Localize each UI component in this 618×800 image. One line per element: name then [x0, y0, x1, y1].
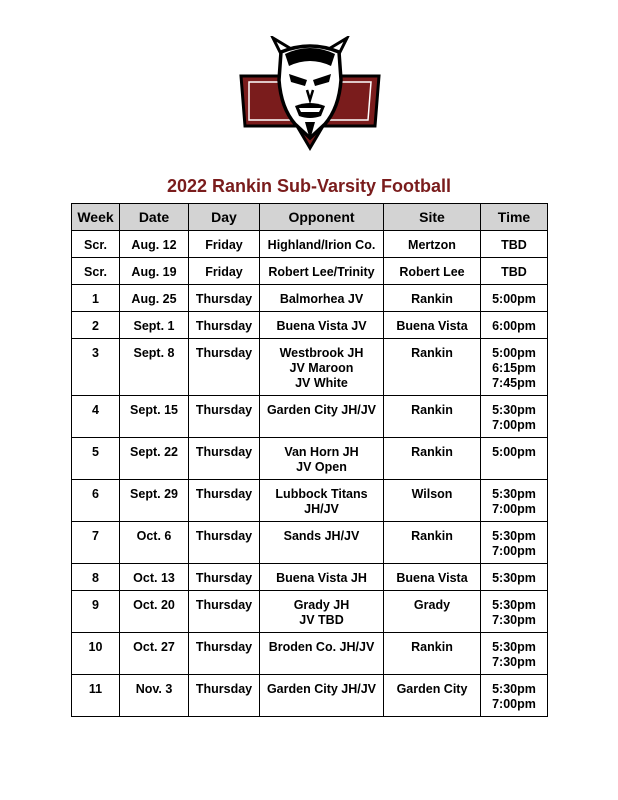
- week-cell: 4: [72, 396, 120, 438]
- date-cell: Sept. 8: [120, 339, 189, 396]
- week-cell: 1: [72, 285, 120, 312]
- opponent-line: Lubbock Titans: [275, 487, 368, 501]
- week-cell: 10: [72, 633, 120, 675]
- time-line: 5:30pm: [492, 529, 536, 543]
- week-cell: 5: [72, 438, 120, 480]
- opponent-line: JV Open: [296, 460, 347, 474]
- time-line: 5:30pm: [492, 640, 536, 654]
- site-cell: Wilson: [384, 480, 481, 522]
- opponent-line: Highland/Irion Co.: [267, 238, 376, 252]
- opponent-cell: [260, 258, 384, 285]
- date-cell: Oct. 13: [120, 564, 189, 591]
- opponent-cell: [260, 675, 384, 717]
- site-cell: Rankin: [384, 522, 481, 564]
- header-site: Site: [384, 204, 481, 231]
- day-cell: Thursday: [189, 339, 260, 396]
- site-cell: Garden City: [384, 675, 481, 717]
- table-row: [72, 591, 548, 633]
- time-cell: [481, 258, 548, 285]
- opponent-line: Van Horn JH: [284, 445, 359, 459]
- opponent-cell: [260, 396, 384, 438]
- date-cell: Aug. 19: [120, 258, 189, 285]
- header-day: Day: [189, 204, 260, 231]
- site-cell: Rankin: [384, 285, 481, 312]
- week-cell: 6: [72, 480, 120, 522]
- opponent-line: Garden City JH/JV: [266, 403, 377, 417]
- time-line: 6:15pm: [492, 361, 536, 375]
- opponent-cell: [260, 564, 384, 591]
- table-row: [72, 258, 548, 285]
- opponent-line: JV White: [295, 376, 348, 390]
- date-cell: Oct. 20: [120, 591, 189, 633]
- opponent-cell: [260, 522, 384, 564]
- day-cell: Thursday: [189, 480, 260, 522]
- table-row: [72, 231, 548, 258]
- day-cell: Friday: [189, 231, 260, 258]
- opponent-cell: [260, 339, 384, 396]
- table-row: [72, 285, 548, 312]
- opponent-line: Grady JH: [293, 598, 350, 612]
- table-row: [72, 438, 548, 480]
- opponent-line: Broden Co. JH/JV: [268, 640, 375, 654]
- opponent-cell: [260, 438, 384, 480]
- time-cell: [481, 591, 548, 633]
- day-cell: Thursday: [189, 438, 260, 480]
- table-row: [72, 480, 548, 522]
- opponent-cell: [260, 285, 384, 312]
- day-cell: Thursday: [189, 675, 260, 717]
- date-cell: Sept. 29: [120, 480, 189, 522]
- week-cell: 2: [72, 312, 120, 339]
- day-cell: Friday: [189, 258, 260, 285]
- date-cell: Aug. 12: [120, 231, 189, 258]
- day-cell: Thursday: [189, 564, 260, 591]
- time-line: 5:30pm: [492, 403, 536, 417]
- week-cell: 9: [72, 591, 120, 633]
- schedule-table: [71, 203, 548, 717]
- date-cell: Nov. 3: [120, 675, 189, 717]
- time-line: 7:30pm: [492, 655, 536, 669]
- date-cell: Sept. 22: [120, 438, 189, 480]
- date-cell: Oct. 6: [120, 522, 189, 564]
- day-cell: Thursday: [189, 591, 260, 633]
- time-cell: [481, 312, 548, 339]
- opponent-line: JH/JV: [304, 502, 339, 516]
- date-cell: Aug. 25: [120, 285, 189, 312]
- site-cell: Grady: [384, 591, 481, 633]
- page-title: 2022 Rankin Sub-Varsity Football: [166, 176, 452, 196]
- time-cell: [481, 522, 548, 564]
- week-cell: Scr.: [72, 258, 120, 285]
- time-line: 6:00pm: [492, 319, 536, 333]
- date-cell: Oct. 27: [120, 633, 189, 675]
- header-week: Week: [72, 204, 120, 231]
- table-row: [72, 675, 548, 717]
- date-cell: Sept. 15: [120, 396, 189, 438]
- time-line: 7:45pm: [492, 376, 536, 390]
- devils-logo: [235, 36, 385, 152]
- time-cell: [481, 285, 548, 312]
- day-cell: Thursday: [189, 312, 260, 339]
- site-cell: Mertzon: [384, 231, 481, 258]
- opponent-cell: [260, 312, 384, 339]
- day-cell: Thursday: [189, 285, 260, 312]
- opponent-cell: [260, 480, 384, 522]
- site-cell: Rankin: [384, 339, 481, 396]
- opponent-line: Balmorhea JV: [279, 292, 364, 306]
- header-opponent: Opponent: [260, 204, 384, 231]
- site-cell: Rankin: [384, 438, 481, 480]
- opponent-cell: [260, 231, 384, 258]
- date-cell: Sept. 1: [120, 312, 189, 339]
- opponent-line: Garden City JH/JV: [266, 682, 377, 696]
- time-cell: [481, 633, 548, 675]
- header-date: Date: [120, 204, 189, 231]
- time-cell: [481, 339, 548, 396]
- time-line: 5:00pm: [492, 292, 536, 306]
- week-cell: 7: [72, 522, 120, 564]
- time-line: 5:00pm: [492, 445, 536, 459]
- opponent-line: JV TBD: [299, 613, 344, 627]
- site-cell: Buena Vista: [384, 312, 481, 339]
- day-cell: Thursday: [189, 396, 260, 438]
- time-line: 7:30pm: [492, 613, 536, 627]
- opponent-cell: [260, 591, 384, 633]
- week-cell: 3: [72, 339, 120, 396]
- site-cell: Buena Vista: [384, 564, 481, 591]
- header-row: [72, 204, 548, 231]
- table-row: [72, 633, 548, 675]
- time-line: 5:30pm: [492, 571, 536, 585]
- time-cell: [481, 675, 548, 717]
- time-cell: [481, 438, 548, 480]
- time-line: 5:30pm: [492, 487, 536, 501]
- time-line: 5:30pm: [492, 682, 536, 696]
- time-line: 5:00pm: [492, 346, 536, 360]
- site-cell: Rankin: [384, 396, 481, 438]
- opponent-line: JV Maroon: [289, 361, 354, 375]
- table-row: [72, 312, 548, 339]
- table-row: [72, 396, 548, 438]
- time-line: 7:00pm: [492, 544, 536, 558]
- time-cell: [481, 564, 548, 591]
- time-line: 5:30pm: [492, 598, 536, 612]
- site-cell: Rankin: [384, 633, 481, 675]
- time-cell: [481, 480, 548, 522]
- time-line: 7:00pm: [492, 697, 536, 711]
- opponent-line: Buena Vista JH: [276, 571, 367, 585]
- header-time: Time: [481, 204, 548, 231]
- week-cell: Scr.: [72, 231, 120, 258]
- opponent-line: Robert Lee/Trinity: [268, 265, 375, 279]
- day-cell: Thursday: [189, 633, 260, 675]
- time-line: TBD: [501, 238, 527, 252]
- time-line: TBD: [501, 265, 527, 279]
- time-cell: [481, 396, 548, 438]
- time-cell: [481, 231, 548, 258]
- time-line: 7:00pm: [492, 418, 536, 432]
- week-cell: 11: [72, 675, 120, 717]
- table-row: [72, 564, 548, 591]
- week-cell: 8: [72, 564, 120, 591]
- opponent-cell: [260, 633, 384, 675]
- time-line: 7:00pm: [492, 502, 536, 516]
- opponent-line: Buena Vista JV: [276, 319, 367, 333]
- site-cell: Robert Lee: [384, 258, 481, 285]
- opponent-line: Sands JH/JV: [283, 529, 360, 543]
- day-cell: Thursday: [189, 522, 260, 564]
- opponent-line: Westbrook JH: [279, 346, 364, 360]
- table-row: [72, 339, 548, 396]
- table-row: [72, 522, 548, 564]
